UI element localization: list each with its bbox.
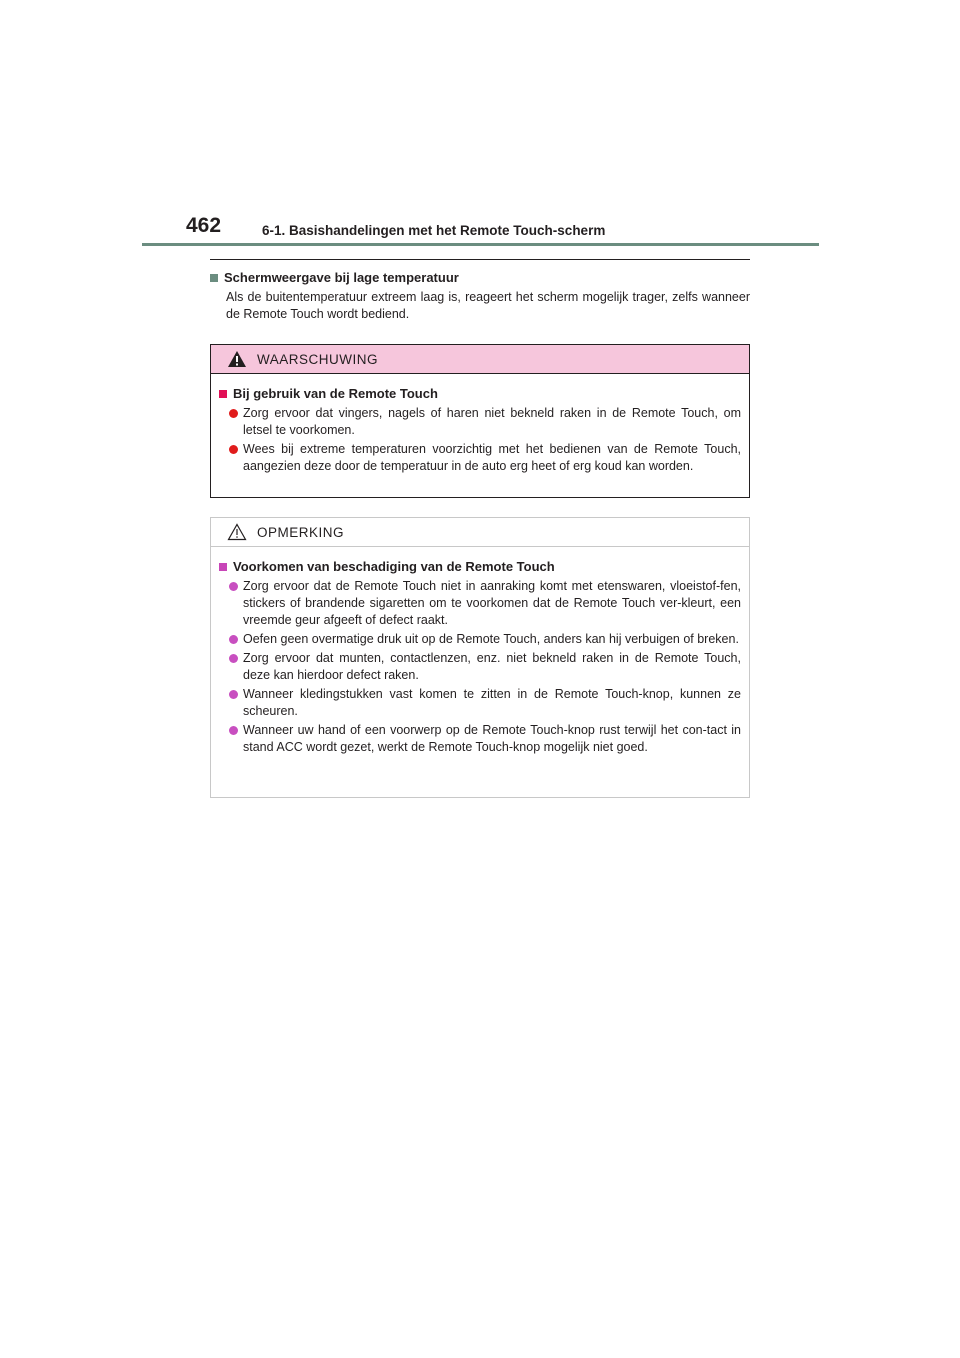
warning-box (210, 344, 750, 498)
round-bullet-icon (229, 445, 238, 454)
section-heading (210, 270, 750, 285)
round-bullet-icon (229, 726, 238, 735)
list-item: Zorg ervoor dat vingers, nagels of haren niet bekneld raken in de Remote Touch, om letsel te voorkomen. (219, 405, 741, 439)
list-item: Wees bij extreme temperaturen voorzichtig met het bedienen van de Remote Touch, aangezien deze door de temperatuur in de auto erg heet of erg koud kan worden. (219, 441, 741, 475)
notice-box (210, 517, 750, 798)
notice-subheading-text: Voorkomen van beschadiging van de Remote Touch (233, 559, 555, 574)
section-body: Als de buitentemperatuur extreem laag is, reageert het scherm mogelijk trager, zelfs wanneer de Remote Touch wordt bediend. (226, 290, 750, 321)
square-bullet-icon (219, 563, 227, 571)
list-item: Wanneer kledingstukken vast komen te zitten in de Remote Touch-knop, kunnen ze scheuren. (219, 686, 741, 720)
round-bullet-icon (229, 635, 238, 644)
round-bullet-icon (229, 582, 238, 591)
section-heading-text: Schermweergave bij lage temperatuur (224, 270, 459, 285)
warning-triangle-icon (227, 350, 247, 368)
section-rule (210, 259, 750, 260)
list-item: Oefen geen overmatige druk uit op de Remote Touch, anders kan hij verbuigen of breken. (219, 631, 741, 648)
round-bullet-icon (229, 654, 238, 663)
warning-subheading-text: Bij gebruik van de Remote Touch (233, 386, 438, 401)
caution-triangle-icon (227, 523, 247, 541)
warning-header (211, 345, 749, 374)
warning-body (211, 374, 749, 475)
notice-subheading (219, 559, 741, 574)
warning-title: WAARSCHUWING (257, 351, 378, 367)
low-temperature-section (210, 270, 750, 323)
warning-list (219, 405, 741, 475)
list-item: Zorg ervoor dat munten, contactlenzen, enz. niet bekneld raken in de Remote Touch, deze kan hierdoor defect raken. (219, 650, 741, 684)
list-item: Wanneer uw hand of een voorwerp op de Remote Touch-knop rust terwijl het con-tact in stand ACC wordt gezet, werkt de Remote Touch-knop mogelijk niet goed. (219, 722, 741, 756)
square-bullet-icon (219, 390, 227, 398)
header-rule (142, 243, 819, 246)
square-bullet-icon (210, 274, 218, 282)
notice-header (211, 518, 749, 547)
notice-list (219, 578, 741, 756)
page-number: 462 (186, 214, 222, 237)
warning-subheading (219, 386, 741, 401)
round-bullet-icon (229, 409, 238, 418)
notice-body (211, 547, 749, 756)
list-item: Zorg ervoor dat de Remote Touch niet in aanraking komt met etenswaren, vloeistof-fen, stickers of brandende sigaretten om te voorkomen dat de Remote Touch ver-kleurt, een vreemde geur afgeeft of defect raakt. (219, 578, 741, 629)
chapter-title: 6-1. Basishandelingen met het Remote Touch-scherm (262, 223, 606, 238)
round-bullet-icon (229, 690, 238, 699)
notice-title: OPMERKING (257, 524, 345, 540)
